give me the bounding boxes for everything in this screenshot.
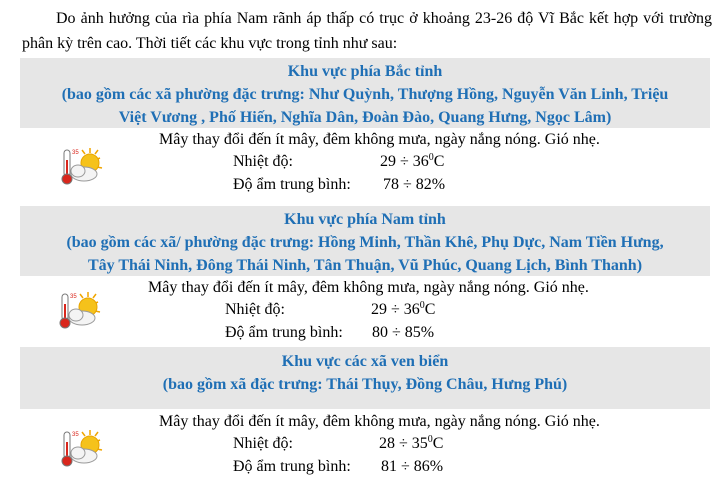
temperature-value: $28 \div 35^0C$ [379, 434, 444, 452]
temperature-label: Nhiệt độ: [233, 435, 293, 452]
intro-paragraph: Do ảnh hưởng của rìa phía Nam rãnh áp thấp có trục ở khoảng 23-26 độ Vĩ Bắc kết hợp với trường phân kỳ trên cao. Thời tiết các khu vực trong tỉnh như sau: [22, 10, 712, 52]
svg-text:35: 35 [72, 432, 79, 438]
humidity-value: 78 ÷ 82% [383, 176, 446, 193]
region-subtitle: Tây Thái Ninh, Đông Thái Ninh, Tân Thuận, Vũ Phúc, Quang Lịch, Bình Thanh) [87, 257, 643, 274]
humidity-label: Độ ẩm trung bình: [233, 458, 351, 475]
region-title: Khu vực phía Nam tỉnh [284, 211, 446, 228]
temperature-label: Nhiệt độ: [233, 153, 293, 170]
svg-text:35: 35 [70, 294, 77, 300]
humidity-label: Độ ẩm trung bình: [233, 176, 351, 193]
svg-text:35: 35 [72, 150, 79, 156]
region-subtitle: (bao gồm xã đặc trưng: Thái Thụy, Đồng Châu, Hưng Phú) [162, 376, 568, 393]
region-coastal-header [20, 347, 710, 409]
region-subtitle: (bao gồm các xã phường đặc trưng: Như Quỳnh, Thượng Hồng, Nguyễn Văn Linh, Triệu [61, 86, 669, 103]
region-title: Khu vực các xã ven biển [281, 353, 449, 370]
region-subtitle: Việt Vương , Phố Hiến, Nghĩa Dân, Đoàn Đào, Quang Hưng, Ngọc Lâm) [118, 109, 612, 126]
temperature-value: $29 \div 36^0C$ [380, 152, 445, 170]
region-subtitle: (bao gồm các xã/ phường đặc trưng: Hồng Minh, Thần Khê, Phụ Dực, Nam Tiền Hưng, [66, 234, 664, 251]
weather-description: Mây thay đổi đến ít mây, đêm không mưa, ngày nắng nóng. Gió nhẹ. [159, 131, 600, 148]
sun-cloud-thermometer-icon [60, 428, 104, 468]
temperature-label: Nhiệt độ: [225, 301, 285, 318]
region-title: Khu vực phía Bắc tỉnh [287, 63, 443, 80]
region-north-header [20, 58, 710, 128]
region-south-header [20, 206, 710, 276]
sun-cloud-thermometer-icon [60, 146, 104, 186]
sun-cloud-thermometer-icon [58, 290, 102, 330]
weather-description: Mây thay đổi đến ít mây, đêm không mưa, ngày nắng nóng. Gió nhẹ. [148, 279, 589, 296]
temperature-value: $29 \div 36^0C$ [371, 300, 436, 318]
humidity-value: 80 ÷ 85% [372, 324, 435, 341]
humidity-label: Độ ẩm trung bình: [225, 324, 343, 341]
humidity-value: 81 ÷ 86% [381, 458, 444, 475]
weather-description: Mây thay đổi đến ít mây, đêm không mưa, ngày nắng nóng. Gió nhẹ. [159, 413, 600, 430]
